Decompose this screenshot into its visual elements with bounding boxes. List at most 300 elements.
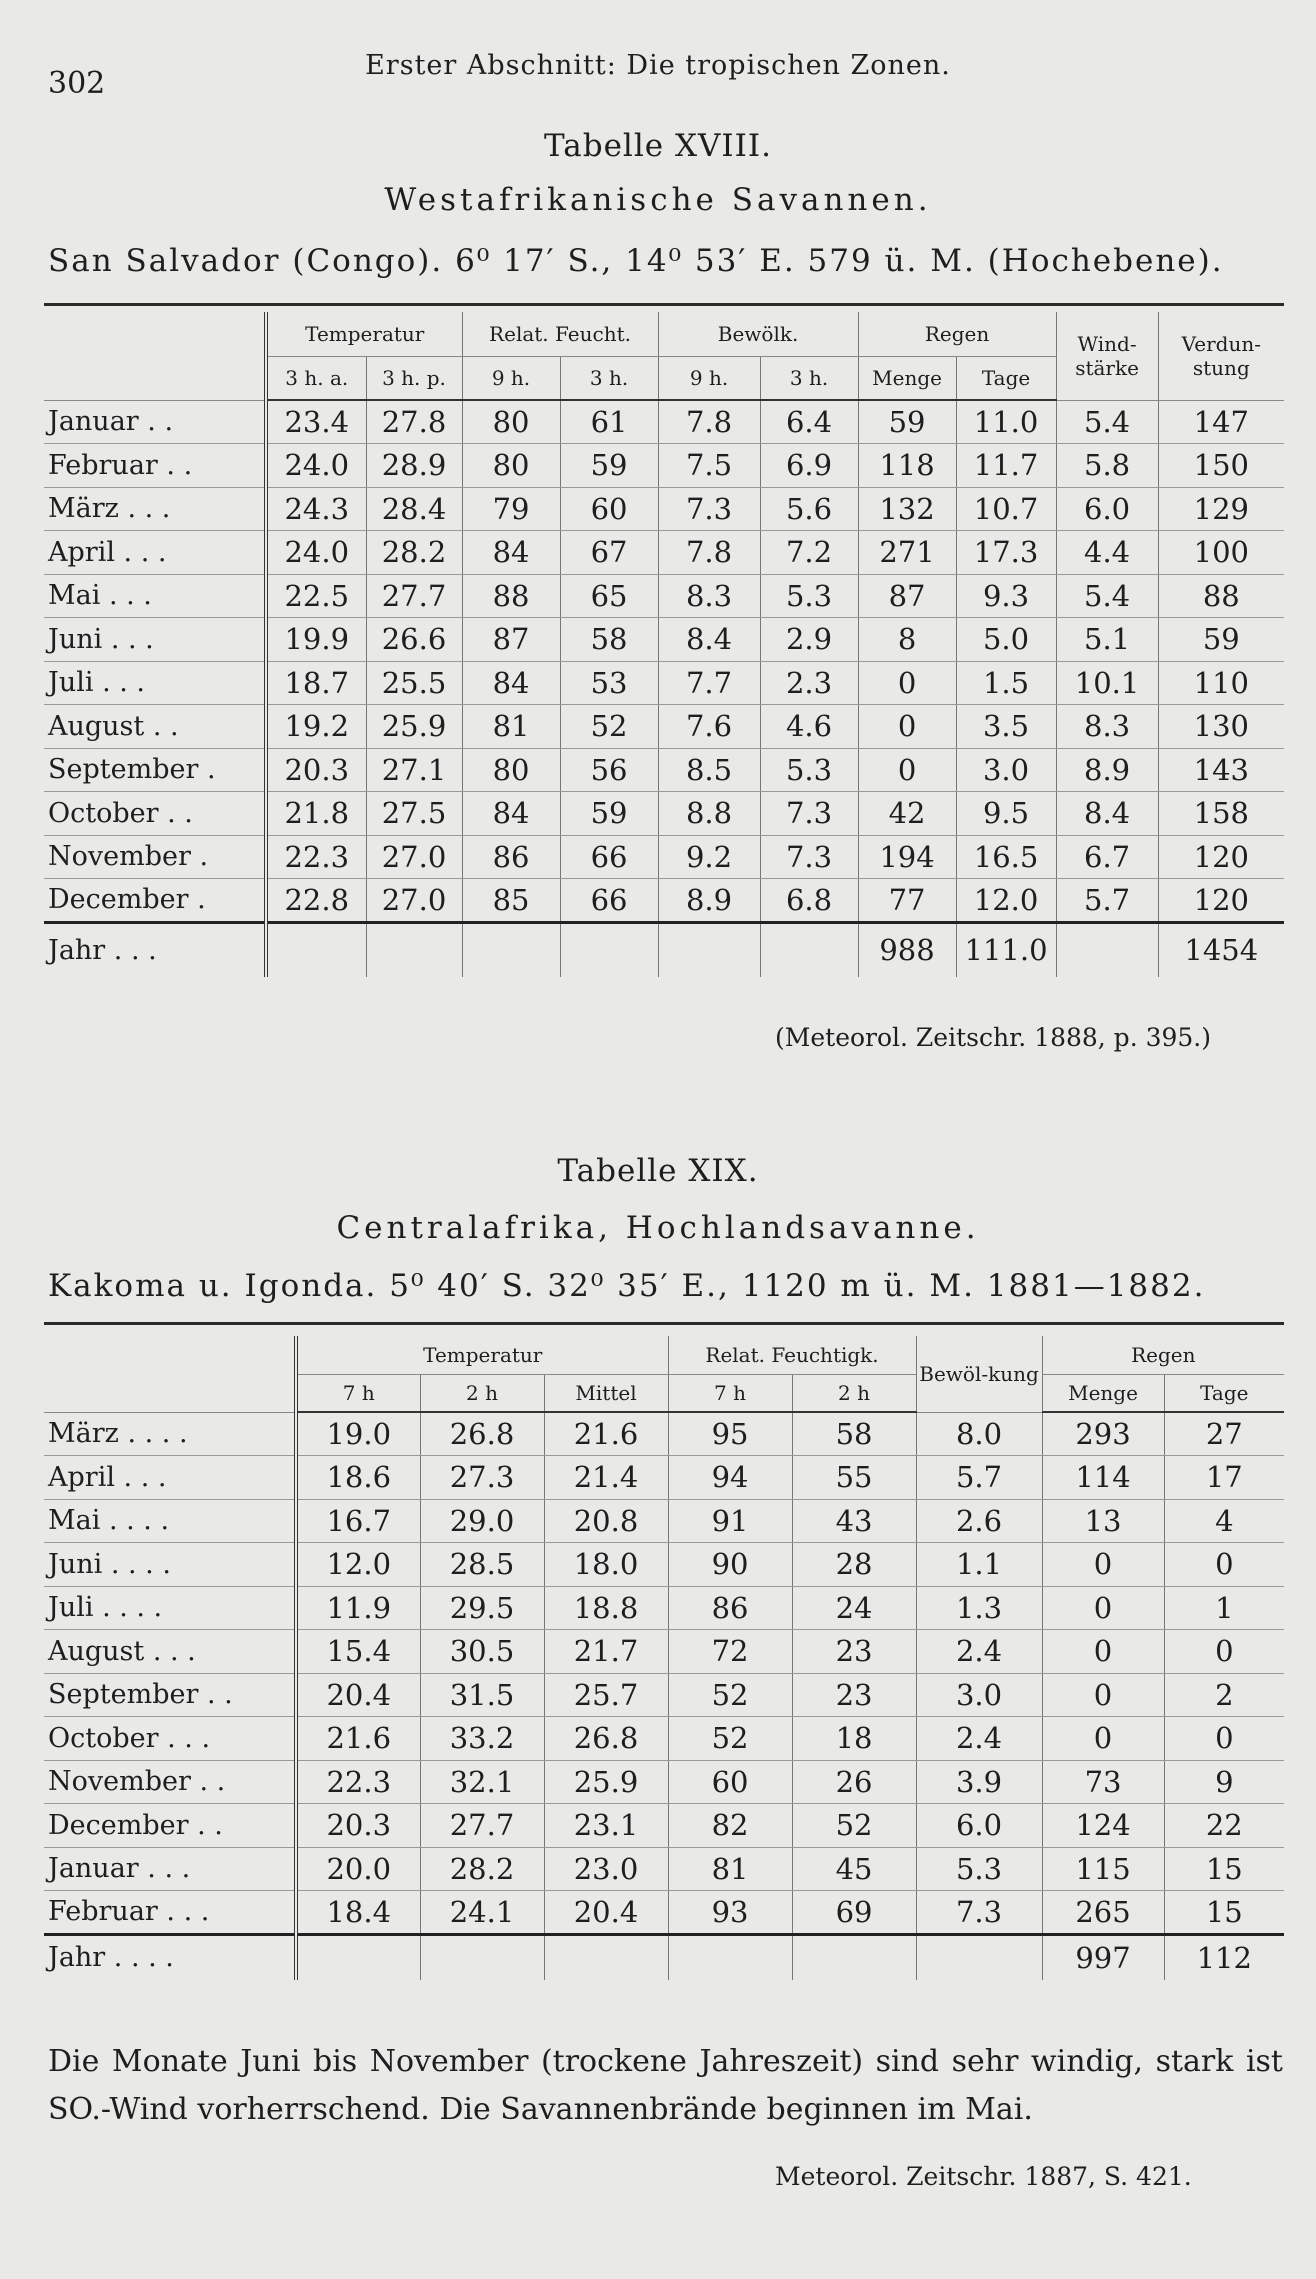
table18-row	[44, 792, 1284, 836]
table-cell: 24.1	[420, 1891, 544, 1935]
table-cell: 23.0	[544, 1847, 668, 1891]
table-cell: 8.4	[658, 618, 760, 662]
table-cell: 271	[858, 531, 956, 575]
table-cell	[420, 1934, 544, 1980]
table-cell: 42	[858, 792, 956, 836]
table18-row	[44, 531, 1284, 575]
table19-row	[44, 1412, 1284, 1456]
table-cell: 7.7	[658, 661, 760, 705]
table-cell: 81	[668, 1847, 792, 1891]
table-cell: 4	[1164, 1499, 1284, 1543]
table18-source: (Meteorol. Zeitschr. 1888, p. 395.)	[775, 1023, 1211, 1052]
table-cell: 52	[668, 1717, 792, 1761]
table-cell: 26.8	[420, 1412, 544, 1456]
table-cell: 8.9	[658, 879, 760, 923]
table-cell: 27.7	[366, 574, 462, 618]
table-cell: 30.5	[420, 1630, 544, 1674]
table-cell: 0	[1164, 1543, 1284, 1587]
table-cell: 13	[1042, 1499, 1164, 1543]
table-cell: 59	[560, 792, 658, 836]
table19-row	[44, 1804, 1284, 1848]
table19-header-bewolk: Bewöl-kung	[916, 1336, 1042, 1412]
table19-subheader: Tage	[1164, 1374, 1284, 1412]
table-cell: 11.7	[956, 444, 1056, 488]
table-cell: 28.5	[420, 1543, 544, 1587]
table-cell: 22.3	[296, 1760, 420, 1804]
table18-subheader: 9 h.	[462, 356, 560, 400]
table18-row	[44, 400, 1284, 444]
table-cell: 2	[1164, 1673, 1284, 1717]
table-cell: 7.8	[658, 400, 760, 444]
table19-header-regen: Regen	[1042, 1336, 1284, 1374]
table-cell: 52	[792, 1804, 916, 1848]
table-cell: 77	[858, 879, 956, 923]
table-cell: 61	[560, 400, 658, 444]
table-cell: 110	[1158, 661, 1284, 705]
table-cell: 5.3	[760, 748, 858, 792]
table19-row	[44, 1543, 1284, 1587]
table-cell: 45	[792, 1847, 916, 1891]
table-cell: 86	[668, 1586, 792, 1630]
table-cell: 19.9	[266, 618, 366, 662]
running-head: Erster Abschnitt: Die tropischen Zonen.	[365, 50, 951, 81]
table-cell: 15	[1164, 1891, 1284, 1935]
table-cell: 82	[668, 1804, 792, 1848]
row-label: Jahr . . . .	[44, 1934, 296, 1980]
table-cell: 24.3	[266, 487, 366, 531]
table-cell: 988	[858, 922, 956, 977]
table-cell: 15	[1164, 1847, 1284, 1891]
table-cell: 3.0	[956, 748, 1056, 792]
table-cell: 8.8	[658, 792, 760, 836]
table-cell: 20.4	[544, 1891, 668, 1935]
table-cell: 21.6	[544, 1412, 668, 1456]
table19-subheader: 2 h	[420, 1374, 544, 1412]
table-cell: 31.5	[420, 1673, 544, 1717]
table18-year-row	[44, 922, 1284, 977]
table-cell: 16.7	[296, 1499, 420, 1543]
table-cell: 27.0	[366, 879, 462, 923]
table-cell: 8.0	[916, 1412, 1042, 1456]
table18-row	[44, 618, 1284, 662]
table-cell: 8	[858, 618, 956, 662]
table19-note: Die Monate Juni bis November (trockene Jahreszeit) sind sehr windig, stark ist SO.-Wind vorherrschend. Die Savannenbrände beginnen im Mai.	[48, 2044, 1283, 2127]
table-cell: 10.7	[956, 487, 1056, 531]
table-cell: 12.0	[956, 879, 1056, 923]
table19-subheader: Mittel	[544, 1374, 668, 1412]
table-cell: 86	[462, 835, 560, 879]
table-cell: 9.2	[658, 835, 760, 879]
table-cell: 59	[560, 444, 658, 488]
table-cell: 16.5	[956, 835, 1056, 879]
table-cell: 11.9	[296, 1586, 420, 1630]
table-cell: 0	[1042, 1630, 1164, 1674]
table-cell: 8.4	[1056, 792, 1158, 836]
table-cell: 10.1	[1056, 661, 1158, 705]
table-cell: 143	[1158, 748, 1284, 792]
table-cell: 12.0	[296, 1543, 420, 1587]
table-cell: 93	[668, 1891, 792, 1935]
table19-row	[44, 1499, 1284, 1543]
table-cell: 73	[1042, 1760, 1164, 1804]
row-label: August . . .	[44, 1630, 296, 1674]
table-cell: 84	[462, 531, 560, 575]
table19-source: Meteorol. Zeitschr. 1887, S. 421.	[775, 2162, 1192, 2191]
table-cell: 158	[1158, 792, 1284, 836]
table-cell: 84	[462, 792, 560, 836]
table-cell: 95	[668, 1412, 792, 1456]
table19-row	[44, 1456, 1284, 1500]
table-cell: 6.0	[916, 1804, 1042, 1848]
table-cell: 52	[560, 705, 658, 749]
table-cell: 112	[1164, 1934, 1284, 1980]
row-label: Juli . . . .	[44, 1586, 296, 1630]
table-cell: 132	[858, 487, 956, 531]
table-cell: 80	[462, 444, 560, 488]
table-cell: 293	[1042, 1412, 1164, 1456]
table18-header-verdun: Verdun-stung	[1158, 312, 1284, 400]
table-cell: 25.5	[366, 661, 462, 705]
row-label: December . .	[44, 1804, 296, 1848]
row-label: Januar . .	[44, 400, 266, 444]
table-cell: 66	[560, 835, 658, 879]
table18-row	[44, 748, 1284, 792]
row-label: Juli . . .	[44, 661, 266, 705]
table-cell: 130	[1158, 705, 1284, 749]
table18-title: Tabelle XVIII.	[543, 128, 773, 164]
table18-row	[44, 444, 1284, 488]
table-cell: 87	[858, 574, 956, 618]
table-cell: 21.8	[266, 792, 366, 836]
table-cell: 5.1	[1056, 618, 1158, 662]
table-cell: 27.7	[420, 1804, 544, 1848]
table-cell: 26.8	[544, 1717, 668, 1761]
table-cell: 18.8	[544, 1586, 668, 1630]
table18-subheader: 3 h. p.	[366, 356, 462, 400]
table19-location: Kakoma u. Igonda. 5⁰ 40′ S. 32⁰ 35′ E., 1120 m ü. M. 1881—1882.	[48, 1268, 1206, 1304]
table-cell: 4.6	[760, 705, 858, 749]
table-cell: 6.4	[760, 400, 858, 444]
table-cell: 7.3	[916, 1891, 1042, 1935]
table19-row	[44, 1717, 1284, 1761]
table-cell: 81	[462, 705, 560, 749]
table-cell: 27.0	[366, 835, 462, 879]
table-cell: 88	[1158, 574, 1284, 618]
table19-header-feucht: Relat. Feuchtigk.	[668, 1336, 916, 1374]
table18-subtitle: Westafrikanische Savannen.	[384, 182, 932, 218]
table-cell: 5.6	[760, 487, 858, 531]
table-cell: 129	[1158, 487, 1284, 531]
table-cell: 1	[1164, 1586, 1284, 1630]
table-cell: 7.2	[760, 531, 858, 575]
table19-corner	[44, 1336, 296, 1412]
table-cell	[668, 1934, 792, 1980]
table-cell: 2.3	[760, 661, 858, 705]
table-cell: 33.2	[420, 1717, 544, 1761]
row-label: Mai . . .	[44, 574, 266, 618]
table-cell: 18.7	[266, 661, 366, 705]
table19-subheader: 7 h	[296, 1374, 420, 1412]
table-cell: 28	[792, 1543, 916, 1587]
table-cell: 20.0	[296, 1847, 420, 1891]
table-cell: 3.5	[956, 705, 1056, 749]
table19-year-row	[44, 1934, 1284, 1980]
table-cell	[658, 922, 760, 977]
row-label: October . . .	[44, 1717, 296, 1761]
table18-subheader: Menge	[858, 356, 956, 400]
table-cell: 5.3	[916, 1847, 1042, 1891]
row-label: Jahr . . .	[44, 922, 266, 977]
table18	[44, 312, 1284, 977]
table-cell: 0	[1164, 1717, 1284, 1761]
table18-location: San Salvador (Congo). 6⁰ 17′ S., 14⁰ 53′ E. 579 ü. M. (Hochebene).	[48, 243, 1224, 279]
table19-header-temperatur: Temperatur	[296, 1336, 668, 1374]
table-cell: 21.7	[544, 1630, 668, 1674]
table18-header-regen: Regen	[858, 312, 1056, 356]
table-cell: 19.0	[296, 1412, 420, 1456]
table-cell: 997	[1042, 1934, 1164, 1980]
row-label: September . .	[44, 1673, 296, 1717]
table-cell: 0	[1042, 1586, 1164, 1630]
table-cell	[760, 922, 858, 977]
table18-row	[44, 574, 1284, 618]
table-cell: 23.1	[544, 1804, 668, 1848]
table-cell: 7.8	[658, 531, 760, 575]
table19-row	[44, 1760, 1284, 1804]
table-cell: 27.3	[420, 1456, 544, 1500]
table19-row	[44, 1586, 1284, 1630]
table-cell: 24	[792, 1586, 916, 1630]
table19-subheader: Menge	[1042, 1374, 1164, 1412]
table-cell: 0	[1042, 1543, 1164, 1587]
table-cell: 100	[1158, 531, 1284, 575]
table-cell: 87	[462, 618, 560, 662]
table18-row	[44, 487, 1284, 531]
row-label: Juni . . .	[44, 618, 266, 662]
table-cell: 118	[858, 444, 956, 488]
table-cell: 5.0	[956, 618, 1056, 662]
table-cell: 3.9	[916, 1760, 1042, 1804]
table18-header-temperatur: Temperatur	[266, 312, 462, 356]
table-cell: 80	[462, 748, 560, 792]
table-cell: 18.4	[296, 1891, 420, 1935]
table-cell: 29.5	[420, 1586, 544, 1630]
table-cell	[366, 922, 462, 977]
table-cell: 2.4	[916, 1630, 1042, 1674]
table-cell: 17.3	[956, 531, 1056, 575]
table-cell: 20.3	[266, 748, 366, 792]
table-cell: 22.3	[266, 835, 366, 879]
table-cell: 1.1	[916, 1543, 1042, 1587]
table-cell: 20.3	[296, 1804, 420, 1848]
table-cell: 32.1	[420, 1760, 544, 1804]
table19-subtitle: Centralafrika, Hochlandsavanne.	[336, 1210, 980, 1246]
row-label: November .	[44, 835, 266, 879]
table-cell: 124	[1042, 1804, 1164, 1848]
table-cell: 67	[560, 531, 658, 575]
table18-row	[44, 835, 1284, 879]
table18-row	[44, 705, 1284, 749]
table-cell: 0	[1164, 1630, 1284, 1674]
table-cell: 111.0	[956, 922, 1056, 977]
table-cell: 23	[792, 1673, 916, 1717]
table-cell: 8.5	[658, 748, 760, 792]
table-cell: 85	[462, 879, 560, 923]
row-label: März . . . .	[44, 1412, 296, 1456]
table-cell: 23.4	[266, 400, 366, 444]
row-label: Februar . .	[44, 444, 266, 488]
table19-row	[44, 1891, 1284, 1935]
table-cell: 1.5	[956, 661, 1056, 705]
table-cell: 58	[792, 1412, 916, 1456]
table-cell: 29.0	[420, 1499, 544, 1543]
table-cell: 43	[792, 1499, 916, 1543]
table-cell: 26.6	[366, 618, 462, 662]
table-cell: 25.9	[544, 1760, 668, 1804]
table-cell: 7.3	[760, 792, 858, 836]
table-cell: 5.4	[1056, 574, 1158, 618]
table18-subheader: 3 h.	[560, 356, 658, 400]
table-cell: 18	[792, 1717, 916, 1761]
row-label: Mai . . . .	[44, 1499, 296, 1543]
table-cell: 25.7	[544, 1673, 668, 1717]
table-cell: 5.7	[1056, 879, 1158, 923]
table-cell: 60	[560, 487, 658, 531]
table-cell: 17	[1164, 1456, 1284, 1500]
table-cell: 84	[462, 661, 560, 705]
table18-corner	[44, 312, 266, 400]
table-cell: 5.3	[760, 574, 858, 618]
table-cell: 265	[1042, 1891, 1164, 1935]
table19-subheader: 7 h	[668, 1374, 792, 1412]
table-cell: 7.3	[760, 835, 858, 879]
table-cell: 194	[858, 835, 956, 879]
table18-row	[44, 879, 1284, 923]
table19-subheader: 2 h	[792, 1374, 916, 1412]
table-cell	[1056, 922, 1158, 977]
row-label: September .	[44, 748, 266, 792]
table-cell: 0	[858, 661, 956, 705]
table19-row	[44, 1847, 1284, 1891]
table-cell: 15.4	[296, 1630, 420, 1674]
table-cell: 21.4	[544, 1456, 668, 1500]
table-cell: 20.8	[544, 1499, 668, 1543]
table-cell: 3.0	[916, 1673, 1042, 1717]
row-label: Februar . . .	[44, 1891, 296, 1935]
table-cell: 7.5	[658, 444, 760, 488]
table-cell	[544, 1934, 668, 1980]
table-cell: 22	[1164, 1804, 1284, 1848]
table-cell: 120	[1158, 879, 1284, 923]
table-cell: 6.0	[1056, 487, 1158, 531]
table-cell: 19.2	[266, 705, 366, 749]
table-cell: 27.5	[366, 792, 462, 836]
row-label: Juni . . . .	[44, 1543, 296, 1587]
table-cell: 28.9	[366, 444, 462, 488]
row-label: April . . .	[44, 531, 266, 575]
table-cell: 114	[1042, 1456, 1164, 1500]
table18-header-wind: Wind-stärke	[1056, 312, 1158, 400]
table-cell	[560, 922, 658, 977]
table-cell: 23	[792, 1630, 916, 1674]
table-cell: 6.9	[760, 444, 858, 488]
table-cell: 4.4	[1056, 531, 1158, 575]
table-cell: 115	[1042, 1847, 1164, 1891]
table18-subheader: 3 h.	[760, 356, 858, 400]
table19-top-rule	[44, 1322, 1284, 1325]
table-cell: 0	[1042, 1717, 1164, 1761]
table-cell: 28.2	[420, 1847, 544, 1891]
table-cell: 72	[668, 1630, 792, 1674]
table-cell: 56	[560, 748, 658, 792]
table-cell: 5.4	[1056, 400, 1158, 444]
table-cell	[296, 1934, 420, 1980]
table-cell: 28.4	[366, 487, 462, 531]
table-cell: 147	[1158, 400, 1284, 444]
table18-subheader: 9 h.	[658, 356, 760, 400]
table-cell: 150	[1158, 444, 1284, 488]
table19-row	[44, 1673, 1284, 1717]
table-cell: 21.6	[296, 1717, 420, 1761]
table18-top-rule	[44, 303, 1284, 306]
table18-header-bewolk: Bewölk.	[658, 312, 858, 356]
table-cell: 2.6	[916, 1499, 1042, 1543]
table-cell: 20.4	[296, 1673, 420, 1717]
table18-subheader: Tage	[956, 356, 1056, 400]
table19-title: Tabelle XIX.	[557, 1153, 759, 1189]
table-cell: 88	[462, 574, 560, 618]
table-cell: 8.3	[1056, 705, 1158, 749]
table19	[44, 1336, 1284, 1980]
table-cell: 1.3	[916, 1586, 1042, 1630]
table-cell: 27	[1164, 1412, 1284, 1456]
table18-row	[44, 661, 1284, 705]
table-cell: 66	[560, 879, 658, 923]
table-cell: 22.8	[266, 879, 366, 923]
table-cell: 24.0	[266, 444, 366, 488]
row-label: April . . .	[44, 1456, 296, 1500]
table-cell: 18.6	[296, 1456, 420, 1500]
row-label: Januar . . .	[44, 1847, 296, 1891]
table-cell: 60	[668, 1760, 792, 1804]
table-cell: 27.1	[366, 748, 462, 792]
table-cell: 22.5	[266, 574, 366, 618]
table-cell: 8.9	[1056, 748, 1158, 792]
table-cell	[266, 922, 366, 977]
page-number: 302	[48, 66, 106, 101]
table-cell: 7.3	[658, 487, 760, 531]
table-cell: 0	[858, 705, 956, 749]
table-cell: 52	[668, 1673, 792, 1717]
table-cell: 0	[858, 748, 956, 792]
table-cell: 5.8	[1056, 444, 1158, 488]
table-cell: 27.8	[366, 400, 462, 444]
table-cell: 25.9	[366, 705, 462, 749]
row-label: August . .	[44, 705, 266, 749]
table-cell: 2.9	[760, 618, 858, 662]
table19-row	[44, 1630, 1284, 1674]
table-cell: 28.2	[366, 531, 462, 575]
table-cell	[462, 922, 560, 977]
table-cell: 5.7	[916, 1456, 1042, 1500]
table-cell: 91	[668, 1499, 792, 1543]
table-cell: 6.8	[760, 879, 858, 923]
table-cell: 53	[560, 661, 658, 705]
table-cell: 9.5	[956, 792, 1056, 836]
table-cell: 11.0	[956, 400, 1056, 444]
table-cell: 80	[462, 400, 560, 444]
row-label: März . . .	[44, 487, 266, 531]
